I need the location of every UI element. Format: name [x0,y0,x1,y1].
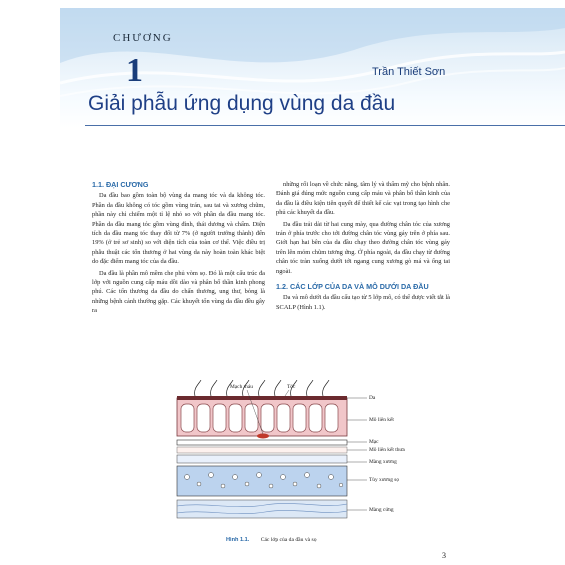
chapter-title: Giải phẫu ứng dụng vùng da đầu [88,92,396,115]
paragraph: Da đầu bao gồm toàn bộ vùng da mang tóc và da không tóc. Phần da đầu không có tóc gồm vùng trán, sau tai và xương chũm, phần này chỉ chiếm một tỉ lệ nhỏ so với phần da đầu mang tóc. Phần da đầu mang tóc gồm vùng đỉnh, thái dương và chẩm. Diện tích da đầu mang tóc thay đổi từ 7% (ở người trưởng thành) đến 19% (ở trẻ sơ sinh) so với diện tích của toàn cơ thể. Việc điều trị phẫu thuật các tổn thương ở hai vùng da này hoàn toàn khác biệt do đặc điểm mang tóc của da đầu. [92,192,265,266]
label-skin: Da [369,395,376,401]
section-heading-1-1: 1.1. ĐẠI CƯƠNG [92,180,149,189]
paragraph: Da và mô dưới da đầu cấu tạo từ 5 lớp mô, có thể được viết tắt là SCALP (Hình 1.1). [276,294,450,311]
label-connective-tissue: Mô liên kết [369,417,394,423]
loose-tissue-layer [177,447,347,453]
chapter-number: 1 [126,52,143,89]
aponeurosis-layer [177,440,347,445]
label-periosteum: Màng xương [369,459,397,465]
right-column [276,180,450,314]
page-number: 3 [442,551,446,560]
title-rule [85,125,565,126]
periosteum-layer [177,455,347,463]
figure-caption-text: Các lớp của da đầu và sọ [260,537,317,543]
section-heading-1-2: 1.2. CÁC LỚP CỦA DA VÀ MÔ DƯỚI DA ĐẦU [276,282,429,292]
blood-vessel [257,434,269,439]
figure-caption [226,537,317,543]
paragraph: Da đầu là phần mô mềm che phủ vòm sọ. Đó là một cấu trúc đa lớp với nguồn cung cấp máu dồi dào và phân bố thần kinh phong phú. Các tổn thương da đầu do chấn thương, ung thư, bỏng là những bệnh cảnh thường gặp. Các khuyết tổn vùng da đầu đều gây ra [92,269,265,315]
chapter-label: CHƯƠNG [113,32,173,44]
label-diploe: Tủy xương sọ [369,477,400,483]
dura-layer [177,500,347,518]
skull-bone-layer [177,466,347,496]
epidermis-line [177,396,347,400]
label-loose-connective-tissue: Mô liên kết thưa [369,447,405,453]
scalp-layers-figure [165,380,445,560]
paragraph: Da đầu trải dài từ hai cung mày, qua đường chân tóc của xương trán ở phía trước cho tới đường chân tóc vùng gáy trên ở phía sau. Giới hạn hai bên của da đầu chạy theo đường chân tóc vùng gáy trên lên mỏm chũm tương ứng. Ở phía ngoài, da đầu chạy từ đường chân tóc tràn xuống dưới tới ngang cung xương gò má và ống tai ngoài. [276,220,450,275]
author-name: Trần Thiết Sơn [372,66,446,78]
hair-strands [195,380,329,396]
label-blood-vessel: Mạch máu [230,384,253,390]
paragraph: những rối loạn về chức năng, tâm lý và thẩm mỹ cho bệnh nhân. Đánh giá đúng mức nguồn cung cấp máu và phân bố thần kinh của da đầu là điều kiện tiên quyết để thiết kế các vạt trong tạo hình che phủ các khuyết da đầu. [276,181,450,217]
left-column [92,180,265,318]
label-dura-mater: Màng cứng [369,507,394,513]
label-hair: Tóc [287,384,296,390]
label-aponeurosis: Mạc [369,439,379,445]
figure-number: Hình 1.1. [226,537,250,543]
